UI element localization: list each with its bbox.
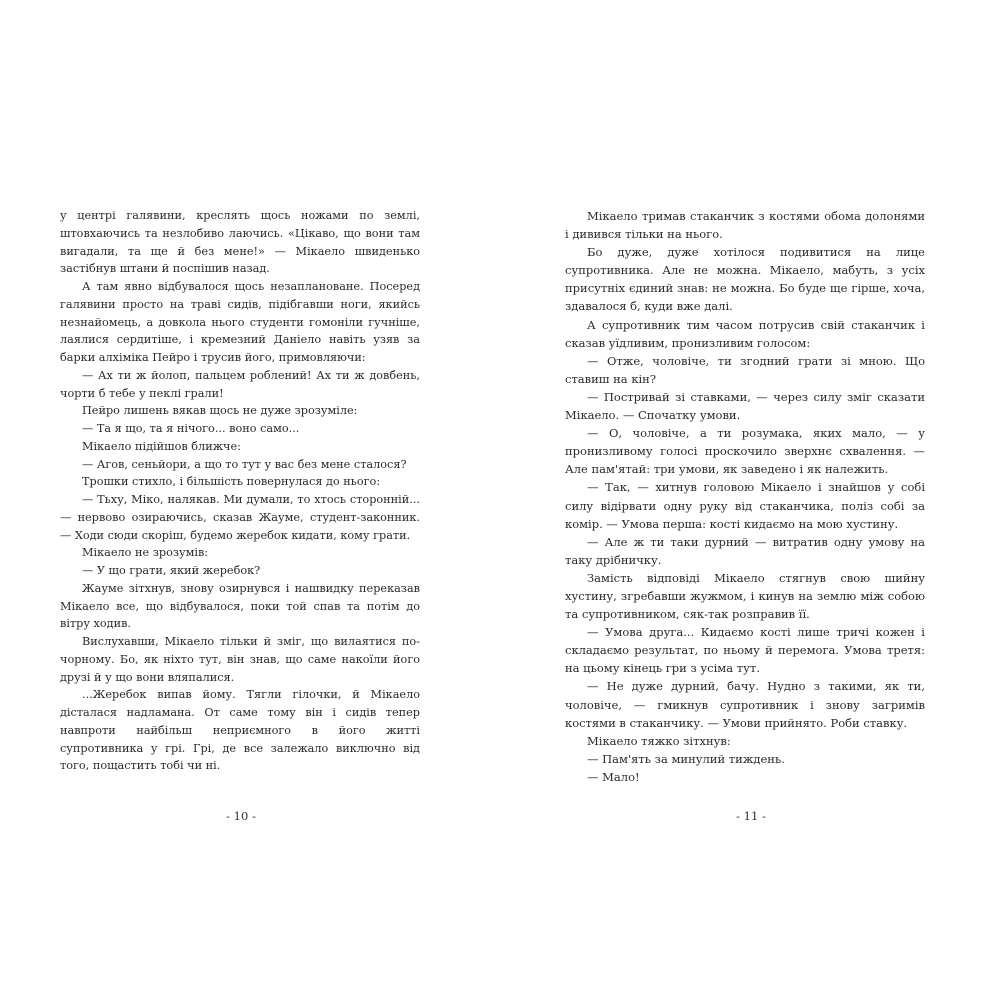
paragraph: — Пам'ять за минулий тиждень. [587, 751, 785, 766]
paragraph: — Постривай зі ставками, — через силу зміг сказати Мікаело. — Спочатку умови. [565, 389, 925, 423]
paragraph: — Отже, чоловіче, ти згодний грати зі мною. Що ставиш на кін? [565, 353, 925, 386]
paragraph: — Та я що, та я нічого... воно само... [82, 422, 300, 435]
paragraph: Трошки стихло, і більшість повернулася до нього: [82, 475, 381, 489]
paragraph: Вислухавши, Мікаело тільки й зміг, що вилаятися по-чорному. Бо, як ніхто тут, він знав, що саме накоїли його друзі й у що вони вляпалися. [60, 635, 420, 684]
paragraph: Пейро лишень вякав щось не дуже зрозуміле: [82, 404, 358, 418]
paragraph: Жауме зітхнув, знову озирнувся і нашвидку переказав Мікаело все, що відбувалося, поки той спав та потім до вітру ходив. [60, 581, 420, 631]
paragraph: ...Жеребок випав йому. Тягли гілочки, й Мікаело дісталася надламана. От саме тому він і сидів тепер навпроти найбільш неприємного в його житті супротивника у грі. Грі, де все залежало виключно від того, пощастить тобі чи ні. [60, 688, 420, 773]
right-page-text [565, 207, 925, 786]
paragraph: — Тьху, Міко, налякав. Ми думали, то хтось сторонній... — нервово озираючись, сказав Жауме, студент-законник. — Ходи сюди скоріш, будемо жеребок кидати, кому грати. [60, 493, 420, 542]
paragraph: — Ах ти ж йолоп, пальцем роблений! Ах ти ж довбень, чорти б тебе у пеклі грали! [60, 368, 420, 400]
paragraph: — Не дуже дурний, бачу. Нудно з такими, як ти, чоловіче, — гмикнув супротивник і знову загримів костями в стаканчику. — Умови прийнято. Роби ставку. [565, 679, 925, 730]
page-number: - 10 - [226, 809, 256, 823]
paragraph: Замість відповіді Мікаело стягнув свою шийну хустину, згребавши жужмом, і кинув на землю між собою та супротивником, сяк-так розправив її. [565, 570, 925, 622]
paragraph: Мікаело тяжко зітхнув: [587, 733, 731, 748]
paragraph: у центрі галявини, креслять щось ножами по землі, штовхаючись та незлобиво лаючись. «Цікаво, що вони там вигадали, та ще й без мене!» — Мікаело швиденько застібнув штани й поспішив назад. [60, 209, 420, 276]
page-number: - 11 - [736, 809, 766, 823]
paragraph: — Агов, сеньйори, а що то тут у вас без мене сталося? [82, 457, 407, 471]
paragraph: — Так, — хитнув головою Мікаело і знайшов у собі силу відірвати одну руку від стаканчика, поліз собі за комір. — Умова перша: кості кидаємо на мою хустину. [565, 480, 925, 531]
paragraph: А супротивник тим часом потрусив свій стаканчик і сказав уїдливим, пронизливим голосом: [565, 317, 925, 350]
left-page-text [60, 207, 420, 775]
paragraph: Мікаело не зрозумів: [82, 546, 209, 560]
paragraph: — Але ж ти таки дурний — витратив одну умову на таку дрібничку. [565, 534, 925, 567]
paragraph: — Мало! [587, 769, 640, 784]
paragraph: Мікаело підійшов ближче: [82, 439, 241, 453]
paragraph: Мікаело тримав стаканчик з костями обома долонями і дивився тільки на нього. [565, 209, 925, 242]
paragraph: Бо дуже, дуже хотілося подивитися на лице супротивника. Але не можна. Мікаело, мабуть, з усіх присутніх єдиний знав: не можна. Бо буде ще гірше, хоча, здавалося б, куди вже далі. [565, 245, 925, 314]
paragraph: — У що грати, який жеребок? [82, 564, 261, 577]
paragraph: А там явно відбувалося щось незаплановане. Посеред галявини просто на траві сидів, підібгавши ноги, якийсь незнайомець, а довкола нього студенти гомоніли гучніше, лаялися сердитіше, і кремезний Даніело навіть узяв за барки алхіміка Пейро і трусив його, примовляючи: [60, 280, 420, 364]
paragraph: — О, чоловіче, а ти розумака, яких мало, — у пронизливому голосі проскочило зверхнє схвалення. — Але пам'ятай: три умови, як заведено і як належить. [565, 426, 925, 477]
paragraph: — Умова друга... Кидаємо кості лише тричі кожен і складаємо результат, по ньому й перемога. Умова третя: на цьому кінець гри з усіма тут. [565, 625, 925, 676]
